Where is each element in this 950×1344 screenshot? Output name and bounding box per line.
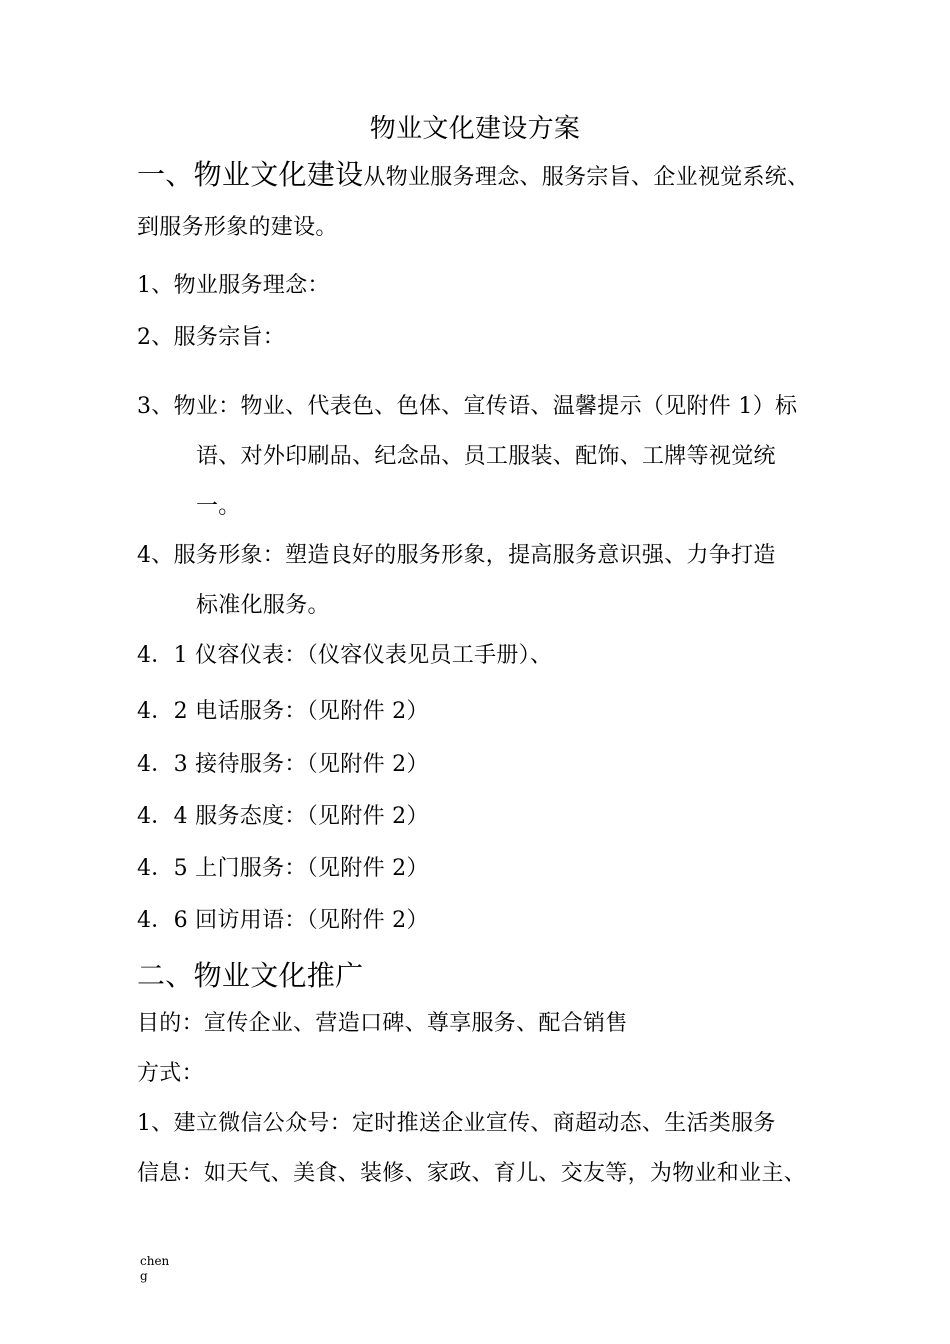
subitem-reception-service: 4．3 接待服务：（见附件 2） bbox=[137, 752, 429, 777]
item-property-vis-line3: 一。 bbox=[196, 494, 241, 519]
subitem-followup-phrases: 4．6 回访用语：（见附件 2） bbox=[137, 908, 429, 933]
section2-heading: 二、物业文化推广 bbox=[137, 959, 364, 992]
footer-line-1: chen bbox=[140, 1254, 170, 1268]
footer-line-2: g bbox=[140, 1269, 148, 1283]
section1-heading-line bbox=[137, 158, 810, 191]
section1-heading-continuation: 到服务形象的建设。 bbox=[137, 215, 338, 240]
method-wechat-line1: 1、建立微信公众号：定时推送企业宣传、商超动态、生活类服务 bbox=[137, 1111, 776, 1136]
subitem-phone-service: 4．2 电话服务：（见附件 2） bbox=[137, 699, 429, 724]
subitem-door-service: 4．5 上门服务：（见附件 2） bbox=[137, 856, 429, 881]
item-property-vis-line2: 语、对外印刷品、纪念品、员工服装、配饰、工牌等视觉统 bbox=[196, 444, 776, 469]
section2-method: 方式： bbox=[137, 1061, 204, 1086]
item-service-concept: 1、物业服务理念： bbox=[137, 273, 330, 298]
subitem-service-attitude: 4．4 服务态度：（见附件 2） bbox=[137, 804, 429, 829]
document-title: 物业文化建设方案 bbox=[369, 114, 581, 144]
item-property-vis-line1: 3、物业：物业、代表色、色体、宣传语、温馨提示（见附件 1）标 bbox=[137, 394, 798, 419]
item-service-image-line2: 标准化服务。 bbox=[196, 593, 330, 618]
method-wechat-line2: 信息：如天气、美食、装修、家政、育儿、交友等，为物业和业主、 bbox=[137, 1161, 807, 1186]
item-service-purpose: 2、服务宗旨： bbox=[137, 325, 286, 350]
page-footer-text bbox=[140, 1254, 169, 1284]
section2-purpose: 目的：宣传企业、营造口碑、尊享服务、配合销售 bbox=[137, 1011, 628, 1036]
section1-heading: 一、物业文化建设 bbox=[137, 158, 364, 191]
section1-heading-tail: 从物业服务理念、服务宗旨、企业视觉系统、 bbox=[363, 165, 810, 190]
item-service-image-line1: 4、服务形象：塑造良好的服务形象，提高服务意识强、力争打造 bbox=[137, 543, 776, 568]
subitem-appearance: 4．1 仪容仪表：（仪容仪表见员工手册）、 bbox=[137, 643, 553, 668]
